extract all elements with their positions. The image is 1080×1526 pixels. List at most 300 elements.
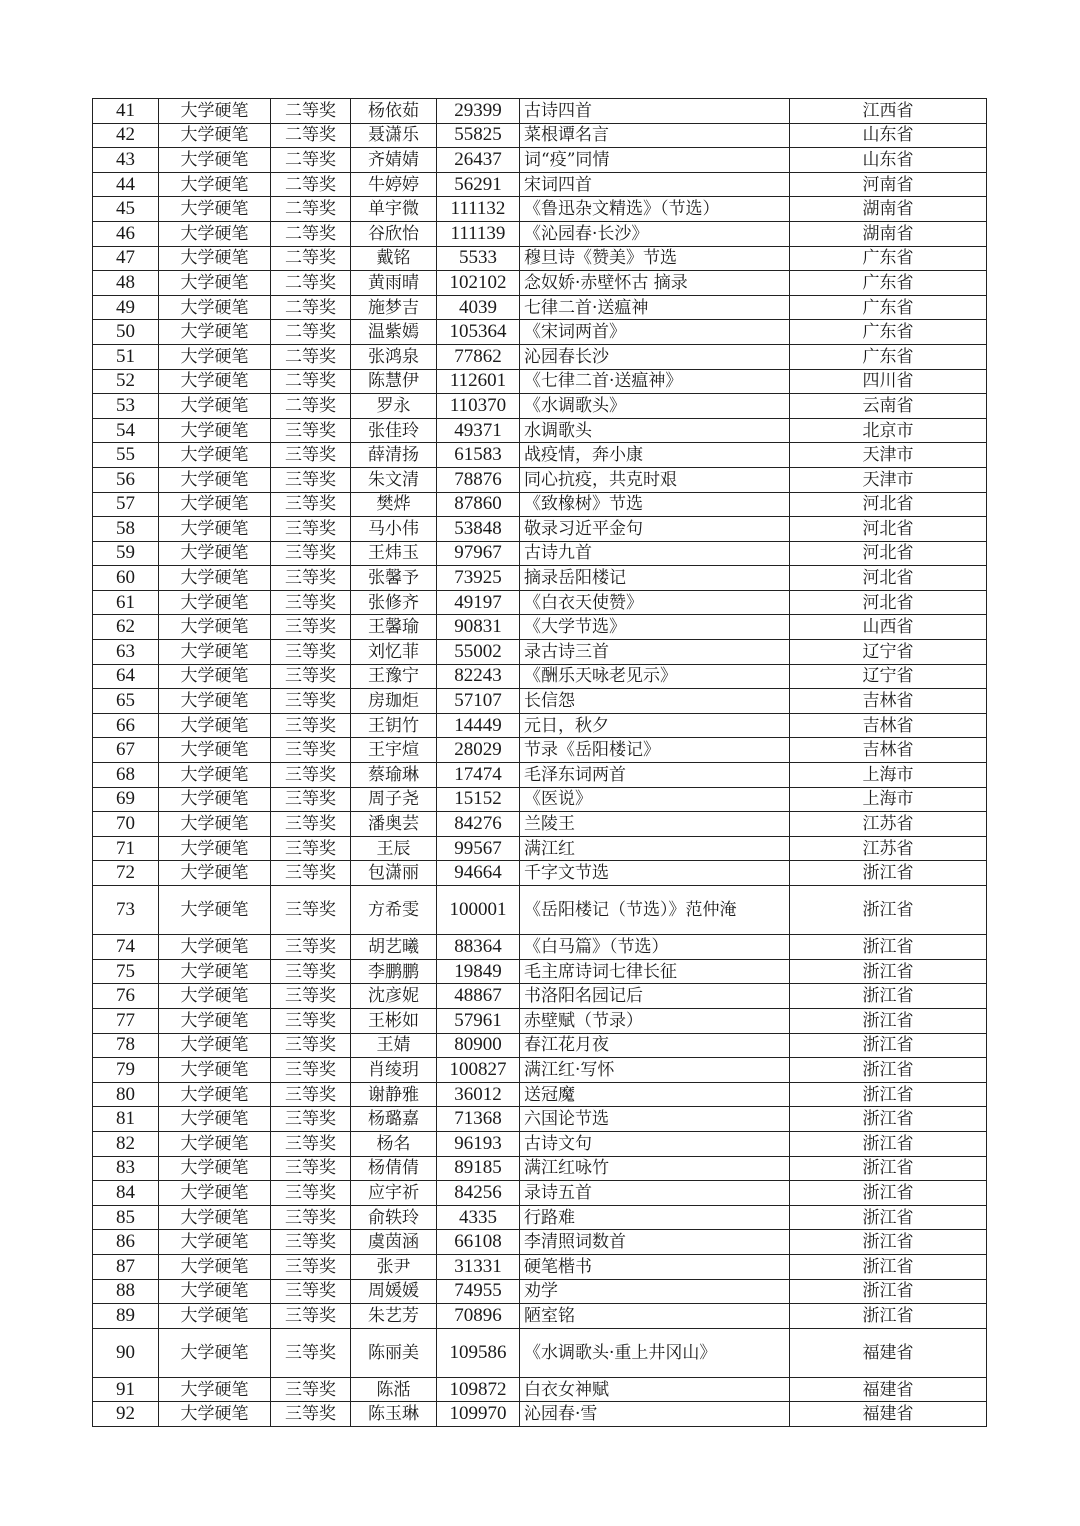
cell-category: 大学硬笔: [159, 861, 271, 886]
cell-name: 方希雯: [351, 886, 437, 935]
cell-name: 应宇祈: [351, 1181, 437, 1206]
cell-province: 江苏省: [790, 812, 987, 837]
cell-category: 大学硬笔: [159, 738, 271, 763]
cell-work-title: 毛主席诗词七律长征: [520, 959, 790, 984]
cell-province: 浙江省: [790, 1205, 987, 1230]
cell-province: 上海市: [790, 763, 987, 788]
table-row: [93, 1131, 987, 1156]
cell-entry-id: 110370: [437, 394, 520, 419]
cell-entry-id: 90831: [437, 615, 520, 640]
cell-work-title: 《致橡树》节选: [520, 492, 790, 517]
cell-entry-id: 4039: [437, 295, 520, 320]
cell-category: 大学硬笔: [159, 1181, 271, 1206]
cell-number: 64: [93, 664, 159, 689]
cell-entry-id: 82243: [437, 664, 520, 689]
cell-number: 42: [93, 123, 159, 148]
cell-category: 大学硬笔: [159, 148, 271, 173]
cell-name: 陈湉: [351, 1377, 437, 1402]
cell-entry-id: 96193: [437, 1131, 520, 1156]
cell-category: 大学硬笔: [159, 1082, 271, 1107]
cell-award: 三等奖: [271, 861, 351, 886]
cell-number: 51: [93, 344, 159, 369]
cell-name: 牛婷婷: [351, 172, 437, 197]
cell-province: 浙江省: [790, 935, 987, 960]
cell-name: 聂潇乐: [351, 123, 437, 148]
cell-number: 48: [93, 271, 159, 296]
cell-number: 47: [93, 246, 159, 271]
cell-number: 85: [93, 1205, 159, 1230]
cell-category: 大学硬笔: [159, 492, 271, 517]
cell-name: 王彬如: [351, 1008, 437, 1033]
table-row: [93, 443, 987, 468]
cell-entry-id: 36012: [437, 1082, 520, 1107]
cell-award: 三等奖: [271, 664, 351, 689]
table-row: [93, 1304, 987, 1329]
table-row: [93, 1058, 987, 1083]
cell-number: 78: [93, 1033, 159, 1058]
cell-work-title: 陋室铭: [520, 1304, 790, 1329]
award-list-table: [92, 98, 987, 1427]
cell-number: 41: [93, 99, 159, 124]
cell-award: 二等奖: [271, 271, 351, 296]
cell-name: 薛清扬: [351, 443, 437, 468]
cell-award: 三等奖: [271, 886, 351, 935]
cell-category: 大学硬笔: [159, 1058, 271, 1083]
cell-province: 广东省: [790, 246, 987, 271]
cell-number: 74: [93, 935, 159, 960]
cell-number: 79: [93, 1058, 159, 1083]
cell-category: 大学硬笔: [159, 295, 271, 320]
cell-province: 浙江省: [790, 1008, 987, 1033]
cell-entry-id: 100001: [437, 886, 520, 935]
table-row: [93, 99, 987, 124]
cell-award: 三等奖: [271, 467, 351, 492]
cell-name: 胡艺曦: [351, 935, 437, 960]
cell-category: 大学硬笔: [159, 197, 271, 222]
cell-category: 大学硬笔: [159, 1254, 271, 1279]
cell-category: 大学硬笔: [159, 1304, 271, 1329]
cell-work-title: 千字文节选: [520, 861, 790, 886]
cell-entry-id: 105364: [437, 320, 520, 345]
cell-province: 浙江省: [790, 959, 987, 984]
cell-name: 单宇微: [351, 197, 437, 222]
cell-name: 俞轶玲: [351, 1205, 437, 1230]
cell-province: 浙江省: [790, 1131, 987, 1156]
table-row: [93, 886, 987, 935]
cell-province: 江西省: [790, 99, 987, 124]
cell-province: 河南省: [790, 172, 987, 197]
cell-number: 88: [93, 1279, 159, 1304]
cell-category: 大学硬笔: [159, 1328, 271, 1377]
table-row: [93, 812, 987, 837]
cell-category: 大学硬笔: [159, 787, 271, 812]
cell-category: 大学硬笔: [159, 1377, 271, 1402]
table-body: [93, 99, 987, 1427]
cell-category: 大学硬笔: [159, 935, 271, 960]
cell-number: 44: [93, 172, 159, 197]
cell-work-title: 《白衣天使赞》: [520, 590, 790, 615]
cell-work-title: 同心抗疫，共克时艰: [520, 467, 790, 492]
cell-award: 三等奖: [271, 1058, 351, 1083]
cell-number: 66: [93, 713, 159, 738]
cell-work-title: 《七律二首·送瘟神》: [520, 369, 790, 394]
cell-work-title: 战疫情，奔小康: [520, 443, 790, 468]
cell-name: 黄雨晴: [351, 271, 437, 296]
cell-name: 杨倩倩: [351, 1156, 437, 1181]
cell-entry-id: 109872: [437, 1377, 520, 1402]
cell-award: 三等奖: [271, 640, 351, 665]
table-row: [93, 1402, 987, 1427]
cell-category: 大学硬笔: [159, 566, 271, 591]
cell-number: 73: [93, 886, 159, 935]
table-row: [93, 517, 987, 542]
cell-province: 浙江省: [790, 1107, 987, 1132]
cell-award: 三等奖: [271, 1377, 351, 1402]
table-row: [93, 172, 987, 197]
cell-award: 二等奖: [271, 172, 351, 197]
cell-province: 浙江省: [790, 1156, 987, 1181]
cell-category: 大学硬笔: [159, 1033, 271, 1058]
table-row: [93, 541, 987, 566]
cell-name: 陈玉琳: [351, 1402, 437, 1427]
cell-entry-id: 109970: [437, 1402, 520, 1427]
cell-award: 二等奖: [271, 197, 351, 222]
cell-category: 大学硬笔: [159, 418, 271, 443]
table-row: [93, 221, 987, 246]
cell-province: 浙江省: [790, 984, 987, 1009]
cell-work-title: 《大学节选》: [520, 615, 790, 640]
cell-entry-id: 4335: [437, 1205, 520, 1230]
cell-category: 大学硬笔: [159, 984, 271, 1009]
cell-province: 云南省: [790, 394, 987, 419]
cell-category: 大学硬笔: [159, 713, 271, 738]
cell-work-title: 劝学: [520, 1279, 790, 1304]
cell-province: 河北省: [790, 566, 987, 591]
cell-work-title: 《水调歌头》: [520, 394, 790, 419]
cell-number: 62: [93, 615, 159, 640]
cell-work-title: 《水调歌头·重上井冈山》: [520, 1328, 790, 1377]
cell-name: 王馨瑜: [351, 615, 437, 640]
cell-award: 二等奖: [271, 295, 351, 320]
cell-category: 大学硬笔: [159, 221, 271, 246]
cell-province: 广东省: [790, 295, 987, 320]
cell-award: 三等奖: [271, 763, 351, 788]
cell-work-title: 白衣女神赋: [520, 1377, 790, 1402]
cell-name: 施梦吉: [351, 295, 437, 320]
cell-name: 王钥竹: [351, 713, 437, 738]
cell-category: 大学硬笔: [159, 172, 271, 197]
cell-work-title: 行路难: [520, 1205, 790, 1230]
cell-work-title: 录诗五首: [520, 1181, 790, 1206]
cell-name: 王辰: [351, 836, 437, 861]
cell-category: 大学硬笔: [159, 541, 271, 566]
table-row: [93, 148, 987, 173]
table-row: [93, 615, 987, 640]
cell-province: 辽宁省: [790, 640, 987, 665]
cell-category: 大学硬笔: [159, 394, 271, 419]
cell-province: 浙江省: [790, 1279, 987, 1304]
cell-work-title: 《白马篇》（节选）: [520, 935, 790, 960]
cell-province: 吉林省: [790, 738, 987, 763]
cell-name: 张佳玲: [351, 418, 437, 443]
cell-number: 90: [93, 1328, 159, 1377]
cell-work-title: 《沁园春·长沙》: [520, 221, 790, 246]
cell-name: 虞茵涵: [351, 1230, 437, 1255]
cell-award: 三等奖: [271, 1082, 351, 1107]
cell-category: 大学硬笔: [159, 640, 271, 665]
cell-province: 广东省: [790, 271, 987, 296]
cell-province: 浙江省: [790, 1181, 987, 1206]
cell-entry-id: 109586: [437, 1328, 520, 1377]
cell-number: 83: [93, 1156, 159, 1181]
cell-entry-id: 31331: [437, 1254, 520, 1279]
cell-work-title: 古诗四首: [520, 99, 790, 124]
table-row: [93, 984, 987, 1009]
table-row: [93, 1377, 987, 1402]
table-row: [93, 197, 987, 222]
cell-name: 房珈炬: [351, 689, 437, 714]
cell-name: 周媛媛: [351, 1279, 437, 1304]
cell-work-title: 春江花月夜: [520, 1033, 790, 1058]
table-row: [93, 320, 987, 345]
cell-category: 大学硬笔: [159, 467, 271, 492]
cell-award: 三等奖: [271, 1131, 351, 1156]
cell-number: 69: [93, 787, 159, 812]
cell-entry-id: 48867: [437, 984, 520, 1009]
cell-name: 王宇煊: [351, 738, 437, 763]
cell-category: 大学硬笔: [159, 344, 271, 369]
cell-category: 大学硬笔: [159, 590, 271, 615]
cell-entry-id: 49197: [437, 590, 520, 615]
table-row: [93, 246, 987, 271]
cell-award: 三等奖: [271, 541, 351, 566]
cell-work-title: 宋词四首: [520, 172, 790, 197]
table-row: [93, 1181, 987, 1206]
cell-province: 四川省: [790, 369, 987, 394]
cell-number: 91: [93, 1377, 159, 1402]
table-row: [93, 123, 987, 148]
cell-entry-id: 112601: [437, 369, 520, 394]
cell-province: 山西省: [790, 615, 987, 640]
cell-province: 浙江省: [790, 1033, 987, 1058]
table-row: [93, 664, 987, 689]
cell-entry-id: 78876: [437, 467, 520, 492]
cell-work-title: 李清照词数首: [520, 1230, 790, 1255]
cell-category: 大学硬笔: [159, 517, 271, 542]
cell-number: 72: [93, 861, 159, 886]
cell-work-title: 古诗九首: [520, 541, 790, 566]
cell-award: 三等奖: [271, 1033, 351, 1058]
cell-category: 大学硬笔: [159, 1402, 271, 1427]
cell-award: 二等奖: [271, 394, 351, 419]
cell-entry-id: 17474: [437, 763, 520, 788]
cell-award: 三等奖: [271, 1254, 351, 1279]
cell-award: 三等奖: [271, 566, 351, 591]
cell-work-title: 送冠魔: [520, 1082, 790, 1107]
cell-number: 61: [93, 590, 159, 615]
cell-award: 二等奖: [271, 148, 351, 173]
cell-entry-id: 99567: [437, 836, 520, 861]
cell-work-title: 长信怨: [520, 689, 790, 714]
cell-province: 辽宁省: [790, 664, 987, 689]
cell-entry-id: 55825: [437, 123, 520, 148]
table-row: [93, 640, 987, 665]
cell-name: 张修齐: [351, 590, 437, 615]
cell-province: 福建省: [790, 1328, 987, 1377]
cell-category: 大学硬笔: [159, 320, 271, 345]
cell-work-title: 兰陵王: [520, 812, 790, 837]
cell-entry-id: 94664: [437, 861, 520, 886]
cell-name: 沈彦妮: [351, 984, 437, 1009]
cell-number: 57: [93, 492, 159, 517]
cell-award: 三等奖: [271, 517, 351, 542]
cell-number: 92: [93, 1402, 159, 1427]
cell-work-title: 六国论节选: [520, 1107, 790, 1132]
cell-number: 53: [93, 394, 159, 419]
cell-category: 大学硬笔: [159, 1156, 271, 1181]
cell-entry-id: 111132: [437, 197, 520, 222]
cell-category: 大学硬笔: [159, 123, 271, 148]
cell-number: 71: [93, 836, 159, 861]
table-row: [93, 369, 987, 394]
cell-entry-id: 100827: [437, 1058, 520, 1083]
cell-work-title: 满江红咏竹: [520, 1156, 790, 1181]
cell-entry-id: 111139: [437, 221, 520, 246]
cell-award: 二等奖: [271, 344, 351, 369]
cell-award: 三等奖: [271, 590, 351, 615]
cell-award: 三等奖: [271, 959, 351, 984]
cell-province: 河北省: [790, 492, 987, 517]
cell-entry-id: 71368: [437, 1107, 520, 1132]
cell-work-title: 穆旦诗《赞美》节选: [520, 246, 790, 271]
cell-entry-id: 57107: [437, 689, 520, 714]
cell-work-title: 沁园春长沙: [520, 344, 790, 369]
cell-award: 三等奖: [271, 418, 351, 443]
cell-entry-id: 15152: [437, 787, 520, 812]
cell-name: 王炜玉: [351, 541, 437, 566]
cell-number: 70: [93, 812, 159, 837]
cell-number: 59: [93, 541, 159, 566]
cell-number: 56: [93, 467, 159, 492]
table-row: [93, 1328, 987, 1377]
table-row: [93, 689, 987, 714]
cell-entry-id: 26437: [437, 148, 520, 173]
cell-category: 大学硬笔: [159, 271, 271, 296]
cell-province: 吉林省: [790, 713, 987, 738]
cell-number: 81: [93, 1107, 159, 1132]
cell-category: 大学硬笔: [159, 1205, 271, 1230]
cell-work-title: 毛泽东词两首: [520, 763, 790, 788]
cell-number: 77: [93, 1008, 159, 1033]
cell-entry-id: 14449: [437, 713, 520, 738]
cell-work-title: 赤壁赋（节录）: [520, 1008, 790, 1033]
cell-award: 三等奖: [271, 1181, 351, 1206]
cell-work-title: 古诗文句: [520, 1131, 790, 1156]
cell-category: 大学硬笔: [159, 664, 271, 689]
cell-category: 大学硬笔: [159, 812, 271, 837]
table-row: [93, 861, 987, 886]
cell-number: 63: [93, 640, 159, 665]
cell-entry-id: 89185: [437, 1156, 520, 1181]
cell-work-title: 菜根谭名言: [520, 123, 790, 148]
cell-province: 天津市: [790, 443, 987, 468]
cell-award: 三等奖: [271, 836, 351, 861]
cell-name: 杨依茹: [351, 99, 437, 124]
cell-name: 蔡瑜琳: [351, 763, 437, 788]
cell-work-title: 《鲁迅杂文精选》（节选）: [520, 197, 790, 222]
table-row: [93, 566, 987, 591]
cell-number: 55: [93, 443, 159, 468]
cell-award: 三等奖: [271, 689, 351, 714]
cell-entry-id: 5533: [437, 246, 520, 271]
cell-entry-id: 88364: [437, 935, 520, 960]
cell-name: 李鹏鹏: [351, 959, 437, 984]
cell-category: 大学硬笔: [159, 1107, 271, 1132]
cell-entry-id: 49371: [437, 418, 520, 443]
cell-category: 大学硬笔: [159, 99, 271, 124]
cell-province: 北京市: [790, 418, 987, 443]
cell-province: 广东省: [790, 344, 987, 369]
cell-province: 浙江省: [790, 1058, 987, 1083]
table-row: [93, 344, 987, 369]
cell-number: 86: [93, 1230, 159, 1255]
cell-work-title: 《宋词两首》: [520, 320, 790, 345]
cell-award: 三等奖: [271, 1230, 351, 1255]
cell-province: 浙江省: [790, 861, 987, 886]
cell-award: 三等奖: [271, 738, 351, 763]
cell-name: 张尹: [351, 1254, 437, 1279]
cell-entry-id: 84276: [437, 812, 520, 837]
cell-entry-id: 70896: [437, 1304, 520, 1329]
cell-entry-id: 53848: [437, 517, 520, 542]
cell-award: 三等奖: [271, 935, 351, 960]
cell-number: 46: [93, 221, 159, 246]
cell-entry-id: 57961: [437, 1008, 520, 1033]
cell-number: 80: [93, 1082, 159, 1107]
table-row: [93, 1008, 987, 1033]
cell-province: 浙江省: [790, 886, 987, 935]
cell-work-title: 水调歌头: [520, 418, 790, 443]
cell-province: 河北省: [790, 541, 987, 566]
cell-name: 马小伟: [351, 517, 437, 542]
table-row: [93, 492, 987, 517]
cell-number: 65: [93, 689, 159, 714]
cell-work-title: 《岳阳楼记（节选）》范仲淹: [520, 886, 790, 935]
cell-number: 54: [93, 418, 159, 443]
cell-category: 大学硬笔: [159, 369, 271, 394]
cell-category: 大学硬笔: [159, 959, 271, 984]
table-row: [93, 713, 987, 738]
cell-work-title: 元日，秋夕: [520, 713, 790, 738]
cell-award: 二等奖: [271, 99, 351, 124]
cell-name: 谷欣怡: [351, 221, 437, 246]
cell-category: 大学硬笔: [159, 1279, 271, 1304]
table-row: [93, 271, 987, 296]
cell-number: 50: [93, 320, 159, 345]
cell-number: 60: [93, 566, 159, 591]
cell-category: 大学硬笔: [159, 246, 271, 271]
cell-award: 三等奖: [271, 1279, 351, 1304]
cell-number: 87: [93, 1254, 159, 1279]
cell-award: 三等奖: [271, 787, 351, 812]
cell-number: 75: [93, 959, 159, 984]
cell-province: 广东省: [790, 320, 987, 345]
table-row: [93, 418, 987, 443]
cell-work-title: 《医说》: [520, 787, 790, 812]
cell-number: 67: [93, 738, 159, 763]
cell-work-title: 七律二首·送瘟神: [520, 295, 790, 320]
cell-award: 三等奖: [271, 1156, 351, 1181]
